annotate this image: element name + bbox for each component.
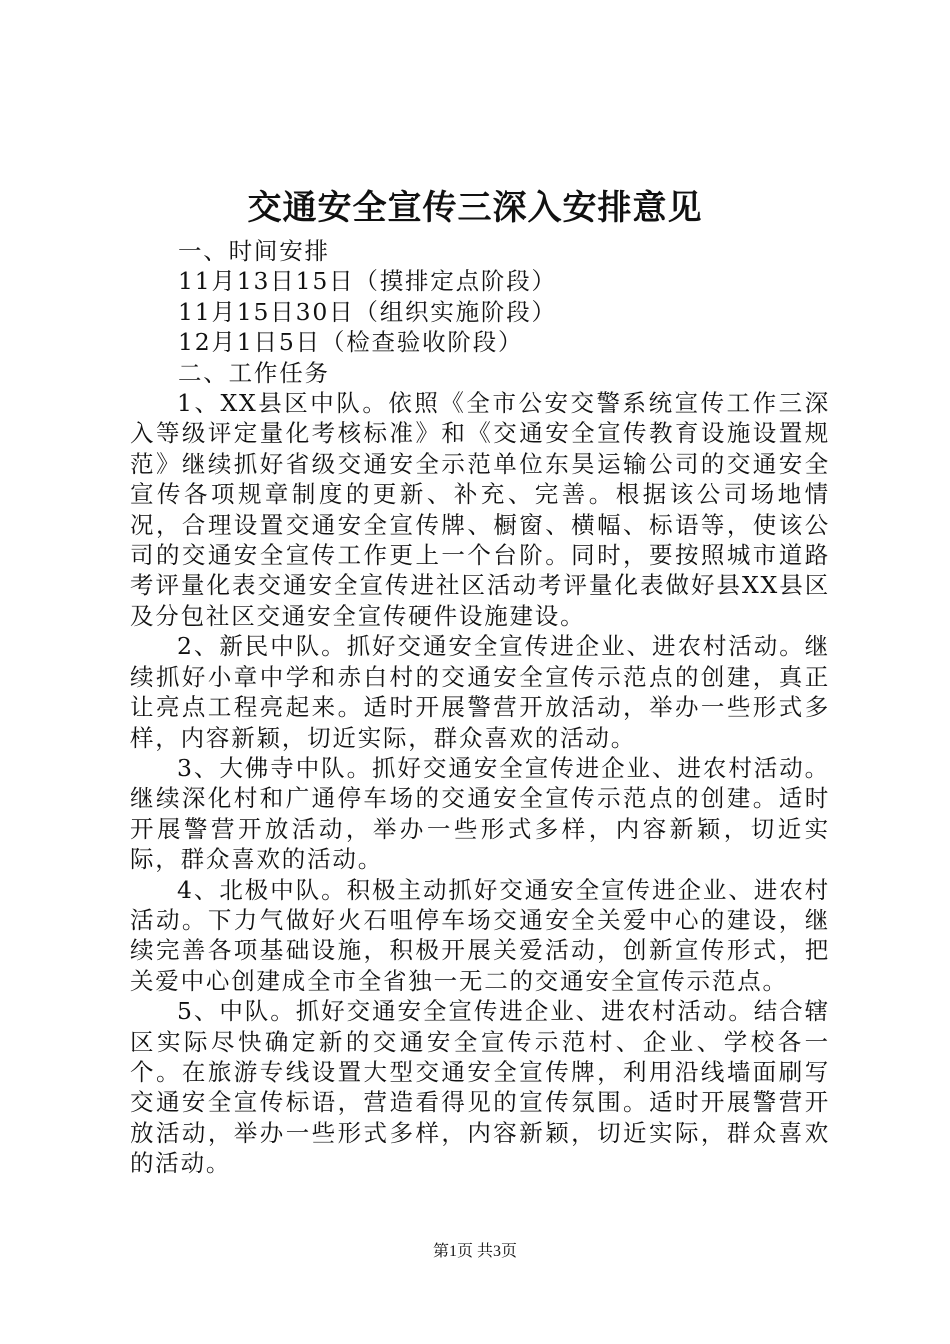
document-body xyxy=(130,236,830,1179)
task-paragraph: 3、大佛寺中队。抓好交通安全宣传进企业、进农村活动。继续深化村和广通停车场的交通安全宣传示范点的创建。适时开展警营开放活动，举办一些形式多样，内容新颖，切近实际，群众喜欢的活动。 xyxy=(130,753,830,874)
page-number: 第1页 共3页 xyxy=(432,1243,517,1260)
document-title: 交通安全宣传三深入安排意见 xyxy=(247,188,703,228)
schedule-item: 12月1日5日（检查验收阶段） xyxy=(178,328,524,357)
task-paragraph: 5、中队。抓好交通安全宣传进企业、进农村活动。结合辖区实际尽快确定新的交通安全宣传示范村、企业、学校各一个。在旅游专线设置大型交通安全宣传牌，利用沿线墙面刷写交通安全宣传标语，营造看得见的宣传氛围。适时开展警营开放活动，举办一些形式多样，内容新颖，切近实际，群众喜欢的活动。 xyxy=(130,997,830,1178)
section-heading-tasks: 二、工作任务 xyxy=(178,358,330,387)
task-paragraph: 1、XX县区中队。依照《全市公安交警系统宣传工作三深入等级评定量化考核标准》和《交通安全宣传教育设施设置规范》继续抓好省级交通安全示范单位东昊运输公司的交通安全宣传各项规章制度的更新、补充、完善。根据该公司场地情况，合理设置交通安全宣传牌、橱窗、横幅、标语等，使该公司的交通安全宣传工作更上一个台阶。同时，要按照城市道路考评量化表交通安全宣传进社区活动考评量化表做好县XX县区及分包社区交通安全宣传硬件设施建设。 xyxy=(130,389,830,630)
section-heading-schedule: 一、时间安排 xyxy=(178,237,330,265)
schedule-item: 11月13日15日（摸排定点阶段） xyxy=(178,267,557,296)
task-paragraph: 2、新民中队。抓好交通安全宣传进企业、进农村活动。继续抓好小章中学和赤白村的交通安全宣传示范点的创建，真正让亮点工程亮起来。适时开展警营开放活动，举办一些形式多样，内容新颖，切近实际，群众喜欢的活动。 xyxy=(130,632,830,752)
task-paragraph: 4、北极中队。积极主动抓好交通安全宣传进企业、进农村活动。下力气做好火石咀停车场交通安全关爱中心的建设，继续完善各项基础设施，积极开展关爱活动，创新宣传形式，把关爱中心创建成全市全省独一无二的交通安全宣传示范点。 xyxy=(130,875,830,995)
schedule-item: 11月15日30日（组织实施阶段） xyxy=(178,297,557,326)
